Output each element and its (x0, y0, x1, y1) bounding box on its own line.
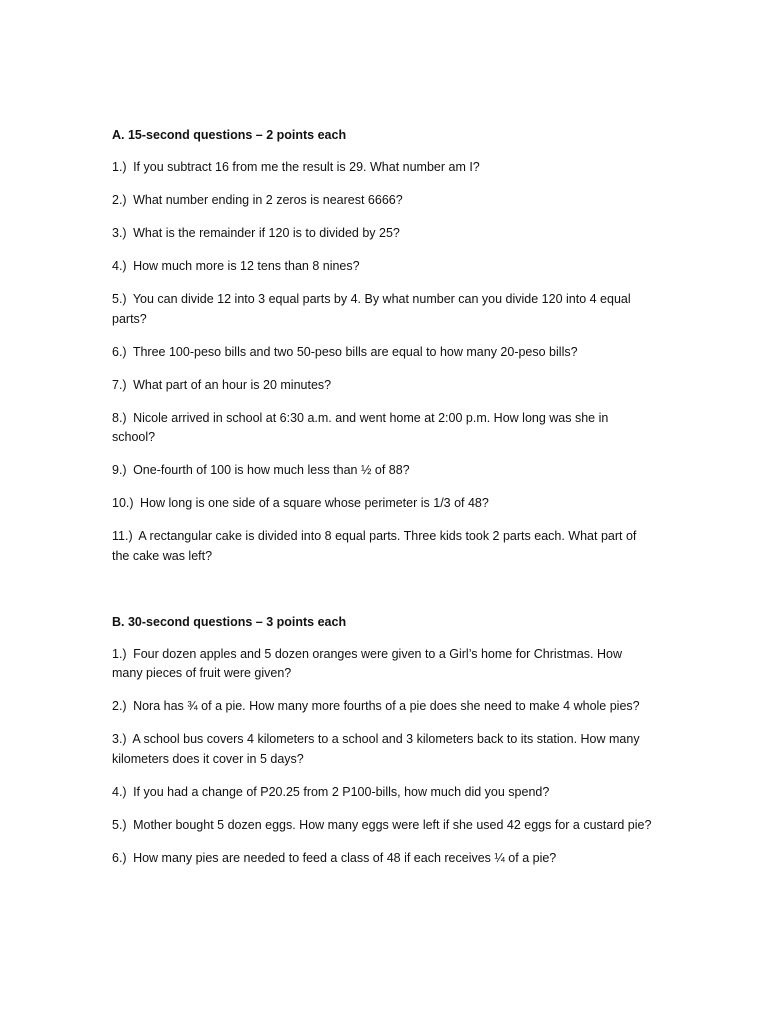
question-text: What is the remainder if 120 is to divided by 25? (133, 226, 400, 240)
question-text: How many pies are needed to feed a class of 48 if each receives ¼ of a pie? (133, 850, 557, 865)
question-number: 7.) (112, 377, 127, 392)
question-text: Mother bought 5 dozen eggs. How many eggs were left if she used 42 eggs for a custard pie? (133, 817, 652, 832)
question-a-11 (112, 527, 652, 566)
question-number: 4.) (112, 784, 127, 799)
question-number: 3.) (112, 732, 127, 746)
section-a-heading: A. 15-second questions – 2 points each (112, 128, 347, 142)
question-b-6 (112, 849, 652, 869)
question-number: 1.) (112, 160, 127, 174)
question-a-1 (112, 158, 652, 178)
question-a-6 (112, 343, 652, 363)
section-b (112, 613, 652, 869)
worksheet-page (112, 126, 652, 882)
question-text: If you subtract 16 from me the result is 29. What number am I? (133, 160, 480, 174)
question-number: 10.) (112, 496, 134, 510)
section-a (112, 126, 652, 566)
question-text: A rectangular cake is divided into 8 equal parts. Three kids took 2 parts each. What part of the cake was left? (112, 529, 637, 563)
question-b-4 (112, 783, 652, 803)
question-number: 5.) (112, 817, 127, 832)
question-b-2 (112, 697, 652, 717)
question-number: 6.) (112, 850, 127, 865)
question-number: 5.) (112, 292, 127, 306)
question-number: 1.) (112, 646, 127, 661)
question-text: What number ending in 2 zeros is nearest 6666? (133, 193, 403, 207)
question-text: Three 100-peso bills and two 50-peso bills are equal to how many 20-peso bills? (132, 344, 578, 359)
question-a-8 (112, 409, 652, 448)
question-text: A school bus covers 4 kilometers to a school and 3 kilometers back to its station. How many kilometers does it cover in 5 days? (112, 732, 640, 766)
question-a-9 (112, 461, 652, 481)
section-b-heading: B. 30-second questions – 3 points each (112, 614, 347, 629)
question-text: How long is one side of a square whose perimeter is 1/3 of 48? (140, 496, 489, 510)
question-number: 4.) (112, 259, 127, 273)
question-number: 2.) (112, 699, 127, 713)
question-b-1 (112, 645, 652, 684)
question-text: How much more is 12 tens than 8 nines? (133, 259, 360, 273)
question-number: 6.) (112, 344, 127, 359)
section-spacer (112, 580, 652, 613)
question-a-7 (112, 376, 652, 396)
question-text: Four dozen apples and 5 dozen oranges were given to a Girl’s home for Christmas. How many pieces of fruit were given? (112, 646, 622, 680)
question-text: What part of an hour is 20 minutes? (133, 377, 332, 392)
question-a-4 (112, 257, 652, 277)
question-a-3 (112, 224, 652, 244)
question-text: If you had a change of P20.25 from 2 P100-bills, how much did you spend? (133, 784, 550, 799)
question-a-10 (112, 494, 652, 514)
question-text: You can divide 12 into 3 equal parts by 4. By what number can you divide 120 into 4 equal parts? (112, 292, 631, 326)
question-text: Nicole arrived in school at 6:30 a.m. and went home at 2:00 p.m. How long was she in school? (112, 410, 609, 444)
question-number: 9.) (112, 463, 127, 477)
question-number: 2.) (112, 193, 127, 207)
question-text: Nora has ¾ of a pie. How many more fourths of a pie does she need to make 4 whole pies? (133, 699, 640, 713)
question-b-5 (112, 816, 652, 836)
question-text: One-fourth of 100 is how much less than ½ of 88? (133, 463, 410, 477)
question-number: 3.) (112, 226, 127, 240)
question-number: 8.) (112, 410, 127, 425)
question-number: 11.) (112, 529, 133, 543)
question-a-5 (112, 290, 652, 329)
question-a-2 (112, 191, 652, 211)
question-b-3 (112, 730, 652, 769)
